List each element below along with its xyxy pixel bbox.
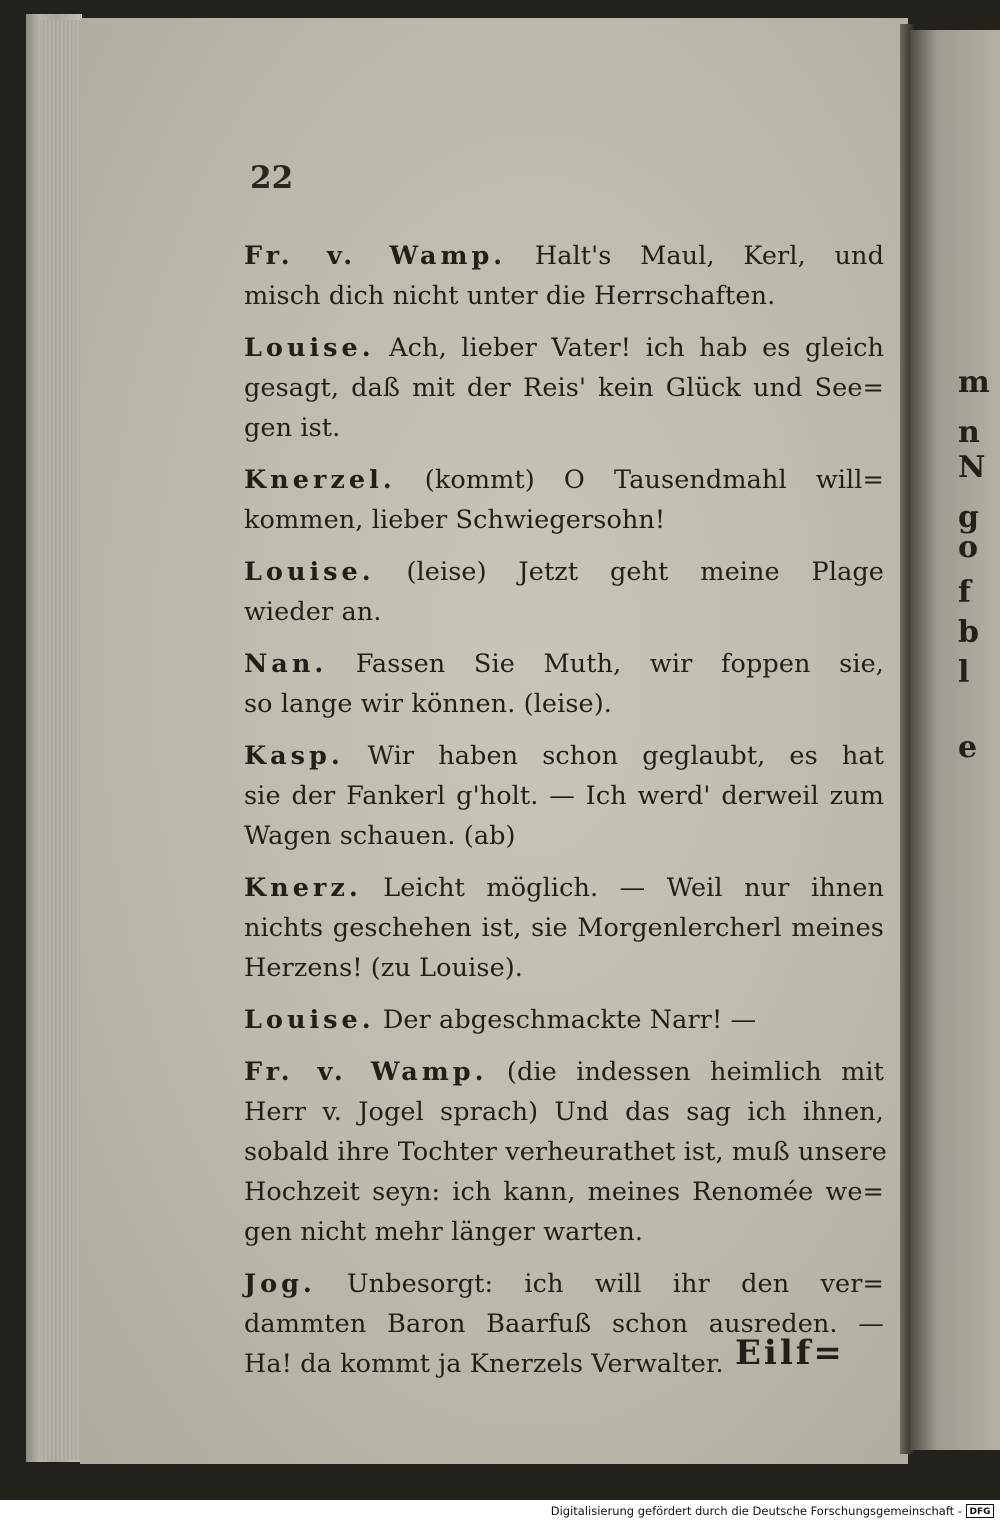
- line-text: gesagt, daß mit der Reis' kein Glück und See=: [244, 373, 884, 403]
- speaker-name: Fr. v. Wamp.: [244, 1057, 488, 1087]
- text-line: [244, 552, 884, 592]
- text-line: [244, 908, 884, 948]
- line-text: gen ist.: [244, 413, 341, 443]
- line-text: gen nicht mehr länger warten.: [244, 1217, 644, 1247]
- text-line: [244, 684, 884, 724]
- text-line: [244, 776, 884, 816]
- line-text: Unbesorgt: ich will ihr den ver=: [315, 1269, 884, 1299]
- page-text: [244, 236, 887, 1384]
- text-line: [244, 1000, 884, 1040]
- facing-page-letter: m: [958, 365, 990, 400]
- text-line: [244, 1132, 887, 1172]
- page-number: 22: [250, 160, 294, 196]
- facing-page-edge: [910, 30, 1000, 1450]
- line-text: misch dich nicht unter die Herrschaften.: [244, 281, 776, 311]
- text-line: [244, 1052, 884, 1092]
- page-edges: [40, 20, 82, 1460]
- footer-credit: Digitalisierung gefördert durch die Deutsche Forschungsgemeinschaft -: [550, 1504, 962, 1518]
- text-line: [244, 1172, 884, 1212]
- line-text: wieder an.: [244, 597, 382, 627]
- line-text: Hochzeit seyn: ich kann, meines Renomée we=: [244, 1177, 884, 1207]
- text-line: [244, 1092, 884, 1132]
- line-text: dammten Baron Baarfuß schon ausreden. —: [244, 1309, 884, 1339]
- text-line: [244, 644, 884, 684]
- line-text: Ha! da kommt ja Knerzels Verwalter.: [244, 1349, 724, 1379]
- speaker-name: Knerz.: [244, 873, 362, 903]
- footer-bar: [0, 1500, 1000, 1522]
- line-text: (die indessen heimlich mit: [487, 1057, 884, 1087]
- facing-page-letter: o: [958, 530, 979, 565]
- facing-page-letter: g: [958, 500, 979, 535]
- line-text: Herzens! (zu Louise).: [244, 953, 524, 983]
- text-line: [244, 816, 884, 856]
- line-text: Leicht möglich. — Weil nur ihnen: [361, 873, 884, 903]
- facing-page-letter: n: [958, 415, 980, 450]
- text-line: [244, 736, 884, 776]
- line-text: Ach, lieber Vater! ich hab es gleich: [374, 333, 884, 363]
- speaker-name: Louise.: [244, 333, 375, 363]
- text-line: [244, 460, 884, 500]
- line-text: sie der Fankerl g'holt. — Ich werd' derweil zum: [244, 781, 884, 811]
- text-line: [244, 948, 884, 988]
- speaker-name: Kasp.: [244, 741, 344, 771]
- facing-page-letter: f: [958, 575, 971, 610]
- facing-page-letter: N: [958, 450, 986, 485]
- line-text: nichts geschehen ist, sie Morgenlercherl meines: [244, 913, 884, 943]
- line-text: kommen, lieber Schwiegersohn!: [244, 505, 666, 535]
- catchword: Eilf=: [735, 1333, 845, 1373]
- line-text: sobald ihre Tochter verheurathet ist, muß unsere: [244, 1137, 887, 1167]
- line-text: (leise) Jetzt geht meine Plage: [374, 557, 884, 587]
- text-line: [244, 1212, 884, 1252]
- speaker-name: Louise.: [244, 1005, 375, 1035]
- speaker-name: Louise.: [244, 557, 375, 587]
- line-text: Fassen Sie Muth, wir foppen sie,: [327, 649, 884, 679]
- line-text: Herr v. Jogel sprach) Und das sag ich ihnen,: [244, 1097, 884, 1127]
- text-line: [244, 236, 884, 276]
- line-text: Der abgeschmackte Narr! —: [374, 1005, 757, 1035]
- dfg-logo: DFG: [966, 1504, 994, 1518]
- text-line: [244, 408, 884, 448]
- text-line: [244, 592, 884, 632]
- speaker-name: Fr. v. Wamp.: [244, 241, 507, 271]
- line-text: Wir haben schon geglaubt, es hat: [343, 741, 884, 771]
- facing-page-letter: l: [958, 655, 970, 690]
- facing-page-letter: e: [958, 730, 978, 765]
- line-text: so lange wir können. (leise).: [244, 689, 612, 719]
- speaker-name: Nan.: [244, 649, 328, 679]
- text-line: [244, 1264, 884, 1304]
- speaker-name: Jog.: [244, 1269, 316, 1299]
- text-line: [244, 276, 884, 316]
- line-text: Halt's Maul, Kerl, und: [506, 241, 884, 271]
- text-line: [244, 328, 884, 368]
- facing-page-letter: b: [958, 615, 979, 650]
- text-line: [244, 868, 884, 908]
- text-line: [244, 368, 884, 408]
- speaker-name: Knerzel.: [244, 465, 396, 495]
- text-line: [244, 500, 884, 540]
- line-text: (kommt) O Tausendmahl will=: [395, 465, 884, 495]
- line-text: Wagen schauen. (ab): [244, 821, 516, 851]
